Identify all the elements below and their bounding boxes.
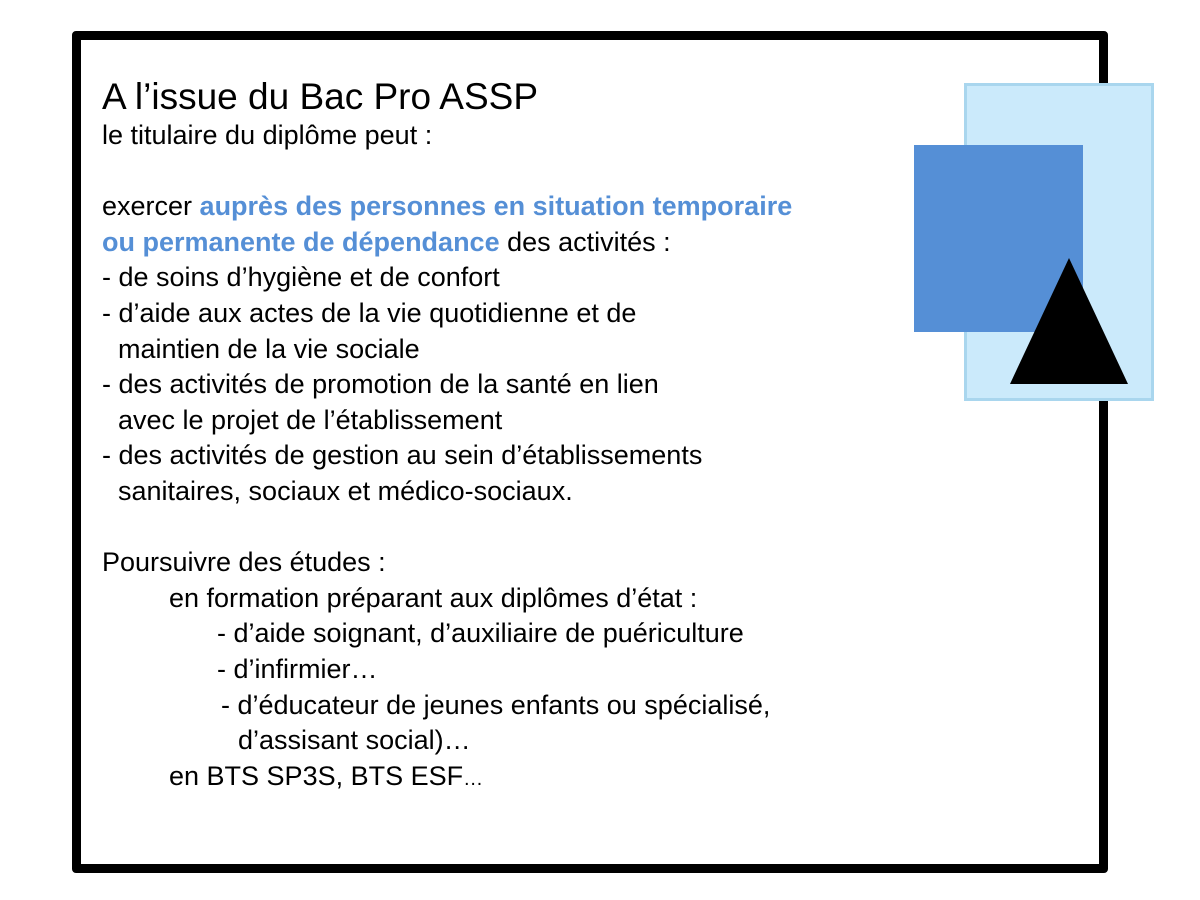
spacer: [102, 510, 902, 546]
slide-content: [102, 76, 902, 797]
activity-item: - de soins d’hygiène et de confort: [102, 262, 500, 293]
activity-item: - des activités de promotion de la santé en lien: [102, 369, 659, 400]
spacer: [102, 154, 902, 190]
diploma-item: - d’infirmier…: [217, 653, 378, 684]
diploma-item: - d’éducateur de jeunes enfants ou spécialisé,: [221, 689, 771, 720]
studies-heading: Poursuivre des études :: [102, 547, 386, 578]
diploma-item-continued: d’assisant social)…: [238, 725, 471, 756]
activity-item-continued: sanitaires, sociaux et médico-sociaux.: [118, 475, 573, 506]
activity-item-continued: avec le projet de l’établissement: [118, 404, 503, 435]
exercer-suffix: des activités :: [499, 226, 671, 257]
activity-item: - des activités de gestion au sein d’établissements: [102, 440, 703, 471]
slide-title: A l’issue du Bac Pro ASSP: [102, 76, 539, 117]
exercer-prefix: exercer: [102, 191, 200, 222]
activity-item-continued: maintien de la vie sociale: [118, 333, 420, 364]
studies-formation: en formation préparant aux diplômes d’état :: [169, 582, 698, 613]
diploma-item: - d’aide soignant, d’auxiliaire de puériculture: [217, 618, 744, 649]
exercer-highlight-1: auprès des personnes en situation temporaire: [199, 191, 793, 222]
studies-bts-ellipsis: …: [463, 767, 484, 790]
studies-bts-text: en BTS SP3S, BTS ESF: [169, 760, 464, 791]
black-triangle-icon: [1010, 258, 1128, 384]
exercer-highlight-2: ou permanente de dépendance: [102, 226, 500, 257]
activity-item: - d’aide aux actes de la vie quotidienne et de: [102, 297, 637, 328]
exercer-line-2: [102, 225, 902, 261]
exercer-line-1: [102, 189, 902, 225]
slide-subtitle: le titulaire du diplôme peut :: [102, 120, 433, 150]
studies-bts: [102, 759, 902, 798]
